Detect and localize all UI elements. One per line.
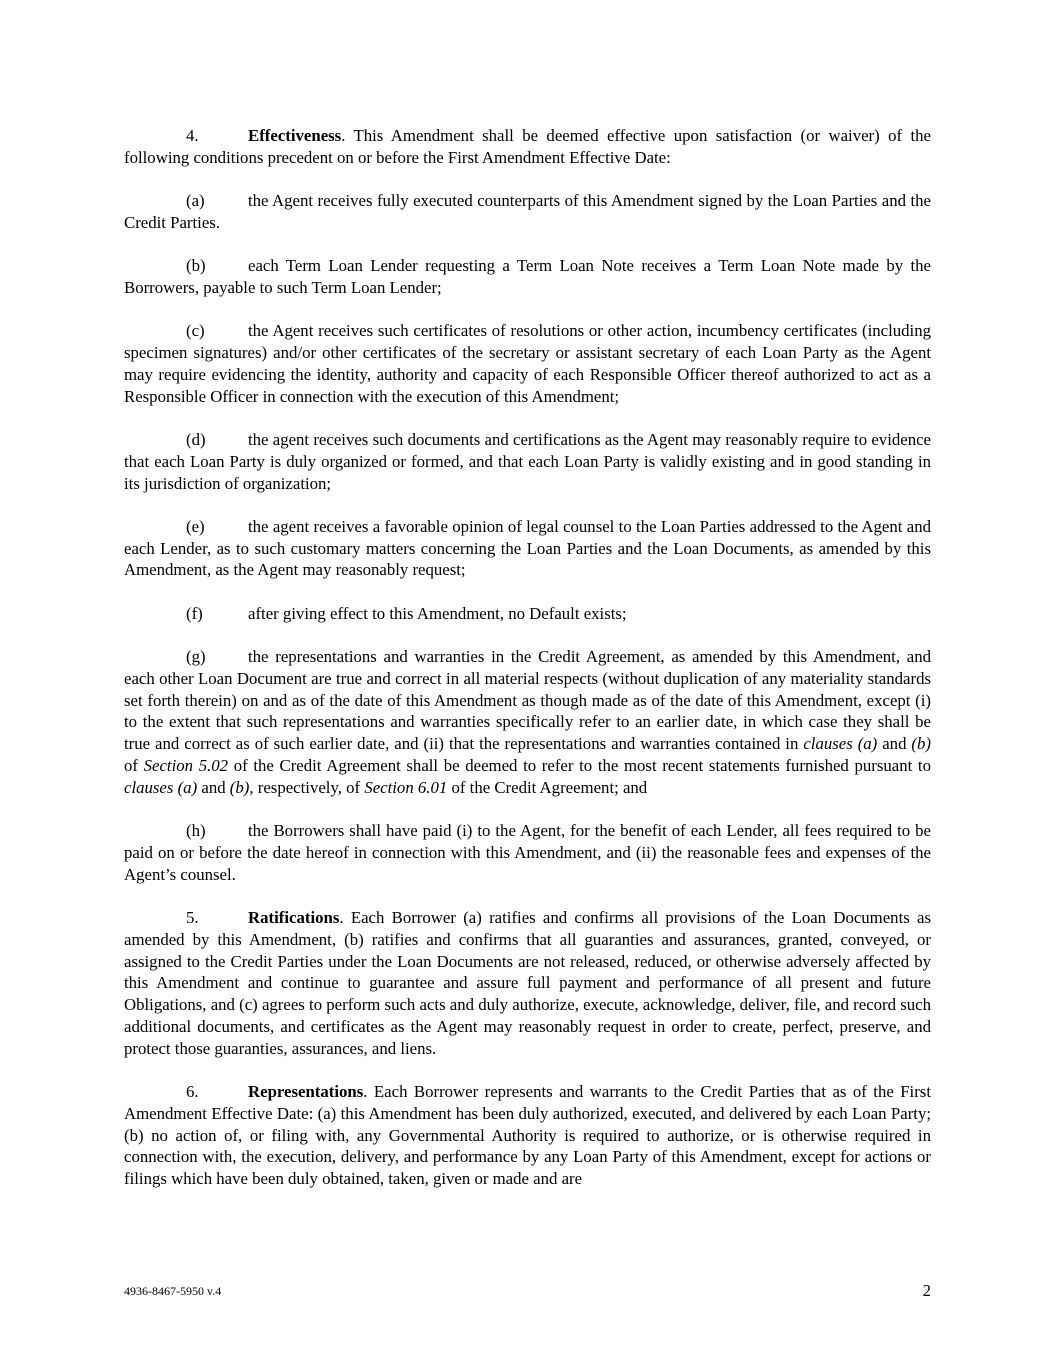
condition-text: the Borrowers shall have paid (i) to the Agent, for the benefit of each Lender, all fees required to be paid on or before the date hereof in connection with this Amendment, and (ii) the reasonable fees and expenses of the Agent’s counsel. [124, 821, 931, 884]
condition-label: (f) [186, 603, 203, 623]
condition-text: of [124, 756, 144, 776]
section-5-ratifications [124, 907, 931, 1060]
condition-label: (e) [186, 516, 205, 536]
condition-c [124, 320, 931, 407]
section-6-representations [124, 1081, 931, 1190]
section-4-effectiveness [124, 125, 931, 169]
condition-h [124, 820, 931, 885]
condition-e [124, 516, 931, 581]
condition-label: (h) [186, 821, 206, 841]
section-text: . Each Borrower (a) ratifies and confirms all provisions of the Loan Documents as amended by this Amendment, (b) ratifies and confirms that all guaranties and assurances, granted, conveyed, or assigned to the Credit Parties under the Loan Documents are not released, reduced, or otherwise adversely affected by this Amendment and continue to guarantee and assure full payment and performance of all present and future Obligations, and (c) agrees to perform such acts and duly authorize, execute, acknowledge, deliver, file, and record such additional documents, and certificates as the Agent may reasonably request in order to create, perfect, preserve, and protect those guaranties, assurances, and liens. [124, 908, 931, 1058]
condition-label: (d) [186, 429, 206, 449]
clause-reference: clauses (a) [124, 777, 198, 797]
section-number: 4. [186, 126, 199, 145]
section-number: 6. [186, 1082, 199, 1102]
condition-b [124, 255, 931, 299]
clause-reference: (b) [229, 777, 250, 797]
condition-label: (g) [186, 647, 206, 667]
condition-text: the Agent receives such certificates of resolutions or other action, incumbency certificates (including specimen signatures) and/or other certificates of the secretary or assistant secretary of each Loan Party as the Agent may require evidencing the identity, authority and capacity of each Responsible Officer thereof authorized to act as a Responsible Officer in connection with the execution of this Amendment; [124, 321, 931, 406]
condition-text: each Term Loan Lender requesting a Term Loan Note receives a Term Loan Note made by the Borrowers, payable to such Term Loan Lender; [124, 256, 931, 297]
condition-g [124, 646, 931, 799]
condition-text: , respectively, of [249, 777, 365, 797]
section-reference: Section 5.02 [143, 756, 229, 776]
section-number: 5. [186, 908, 199, 928]
clause-reference: (b) [911, 734, 931, 754]
condition-text: the representations and warranties in the Credit Agreement, as amended by this Amendment, and each other Loan Document are true and correct in all material respects (without duplication of any materiality standards set forth therein) on and as of the date of this Amendment as though made as of the date of this Amendment, except (i) to the extent that such representations and warranties specifically refer to an earlier date, in which case they shall be true and correct as of such earlier date, and (ii) that the representations and warranties contained in [124, 647, 931, 754]
condition-text: the agent receives such documents and certifications as the Agent may reasonably require to evidence that each Loan Party is duly organized or formed, and that each Loan Party is validly existing and in good standing in its jurisdiction of organization; [124, 429, 931, 493]
condition-label: (a) [186, 191, 205, 211]
condition-text: and [197, 777, 230, 797]
clause-reference: clauses (a) [803, 734, 878, 754]
section-text: . Each Borrower represents and warrants to the Credit Parties that as of the First Amendment Effective Date: (a) this Amendment has been duly authorized, executed, and delivered by each Loan Party; (b) no action of, or filing with, any Governmental Authority is required to authorize, or is otherwise required in connection with, the execution, delivery, and performance by any Loan Party of this Amendment, except for actions or filings which have been duly obtained, taken, given or made and are [124, 1082, 931, 1189]
section-text: . This Amendment shall be deemed effective upon satisfaction (or waiver) of the following conditions precedent on or before the First Amendment Effective Date: [124, 126, 931, 167]
condition-text: of the Credit Agreement shall be deemed to refer to the most recent statements furnished pursuant to [228, 756, 931, 776]
condition-d [124, 429, 931, 494]
section-reference: Section 6.01 [364, 777, 448, 797]
section-heading: Ratifications [248, 908, 340, 928]
condition-f [124, 603, 931, 625]
condition-label: (c) [186, 321, 205, 341]
condition-text: after giving effect to this Amendment, no Default exists; [248, 603, 627, 623]
document-id: 4936-8467-5950 v.4 [124, 1284, 222, 1298]
condition-text: and [877, 734, 912, 754]
condition-text: of the Credit Agreement; and [447, 777, 648, 797]
condition-a [124, 190, 931, 234]
page-number: 2 [922, 1281, 931, 1300]
section-heading: Representations [248, 1082, 364, 1102]
condition-text: the agent receives a favorable opinion of legal counsel to the Loan Parties addressed to the Agent and each Lender, as to such customary matters concerning the Loan Parties and the Loan Documents, as amended by this Amendment, as the Agent may reasonably request; [124, 516, 931, 580]
section-heading: Effectiveness [248, 126, 342, 145]
condition-label: (b) [186, 256, 206, 276]
condition-text: the Agent receives fully executed counterparts of this Amendment signed by the Loan Parties and the Credit Parties. [124, 191, 931, 232]
document-body [124, 125, 931, 1190]
